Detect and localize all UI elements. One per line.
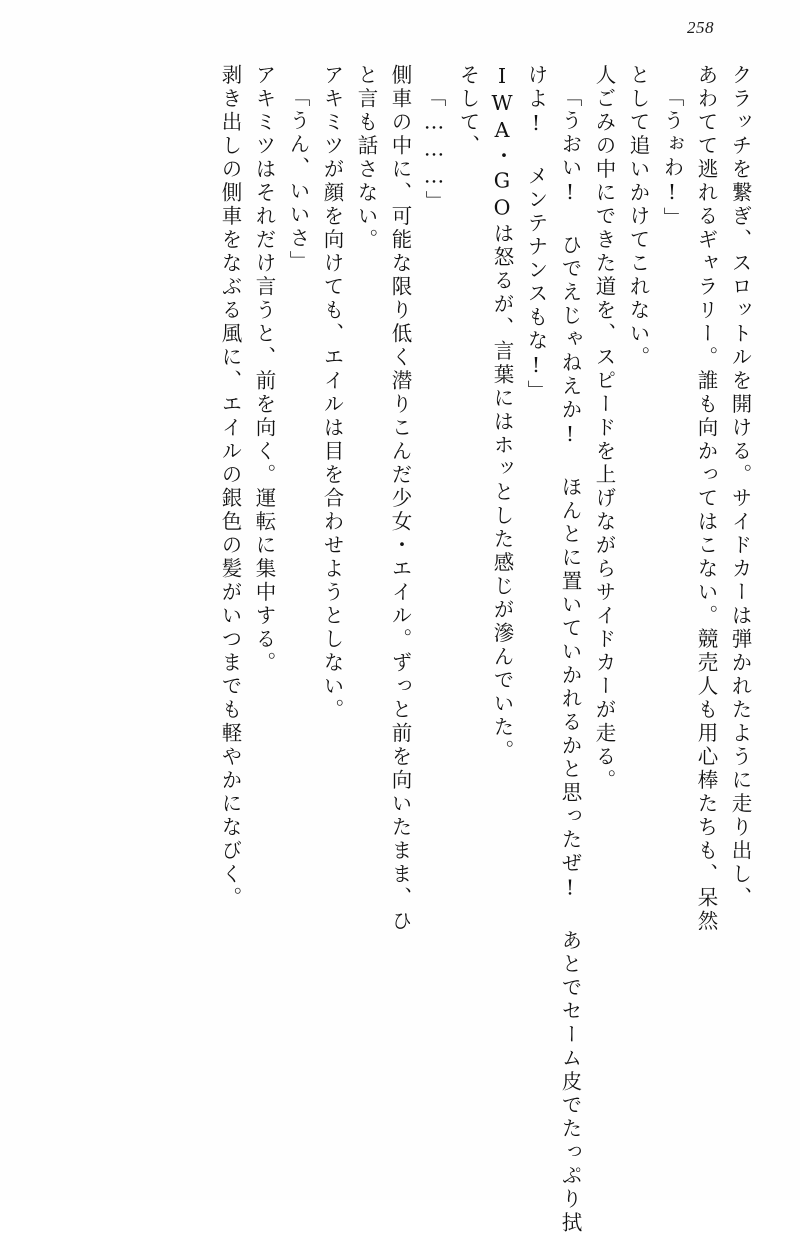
text-column: 「うぉわ!」 [660,86,684,231]
text-column: アキミツはそれだけ言うと、前を向く。運転に集中する。 [252,64,276,675]
text-column: 「………」 [422,86,446,214]
text-column: 「うおい! ひでえじゃねえか! ほんとに置いていかれるかと思ったぜ! あとでセーム皮でたっぷり拭 [558,86,582,1235]
text-column: 剥き出しの側車をなぶる風に、エイルの銀色の髪がいつまでも軽やかになびく。 [218,64,242,910]
text-column: クラッチを繋ぎ、スロットルを開ける。サイドカーは弾かれたように走り出し、 [728,64,752,910]
text-column: けよ! メンテナンスもな!」 [524,64,548,404]
text-column: 「うん、いいさ」 [286,86,310,274]
text-column: そして、 [456,64,480,158]
text-column: IWA・GOは怒るが、言葉にはホッとした感じが滲んでいた。 [490,64,514,763]
text-column: と言も話さない。 [354,64,378,252]
text-column: アキミツが顔を向けても、エイルは目を合わせようとしない。 [320,64,344,722]
text-column: 側車の中に、可能な限り低く潜りこんだ少女・エイル。ずっと前を向いたまま、ひ [388,64,412,934]
vertical-text-block [60,64,752,1235]
text-column: あわてて逃れるギャラリー。誰も向かってはこない。競売人も用心棒たちも、呆然 [694,64,718,934]
text-column: 人ごみの中にできた道を、スピードを上げながらサイドカーが走る。 [592,64,616,793]
text-column: として追いかけてこれない。 [626,64,650,370]
page-number: 258 [687,18,714,37]
